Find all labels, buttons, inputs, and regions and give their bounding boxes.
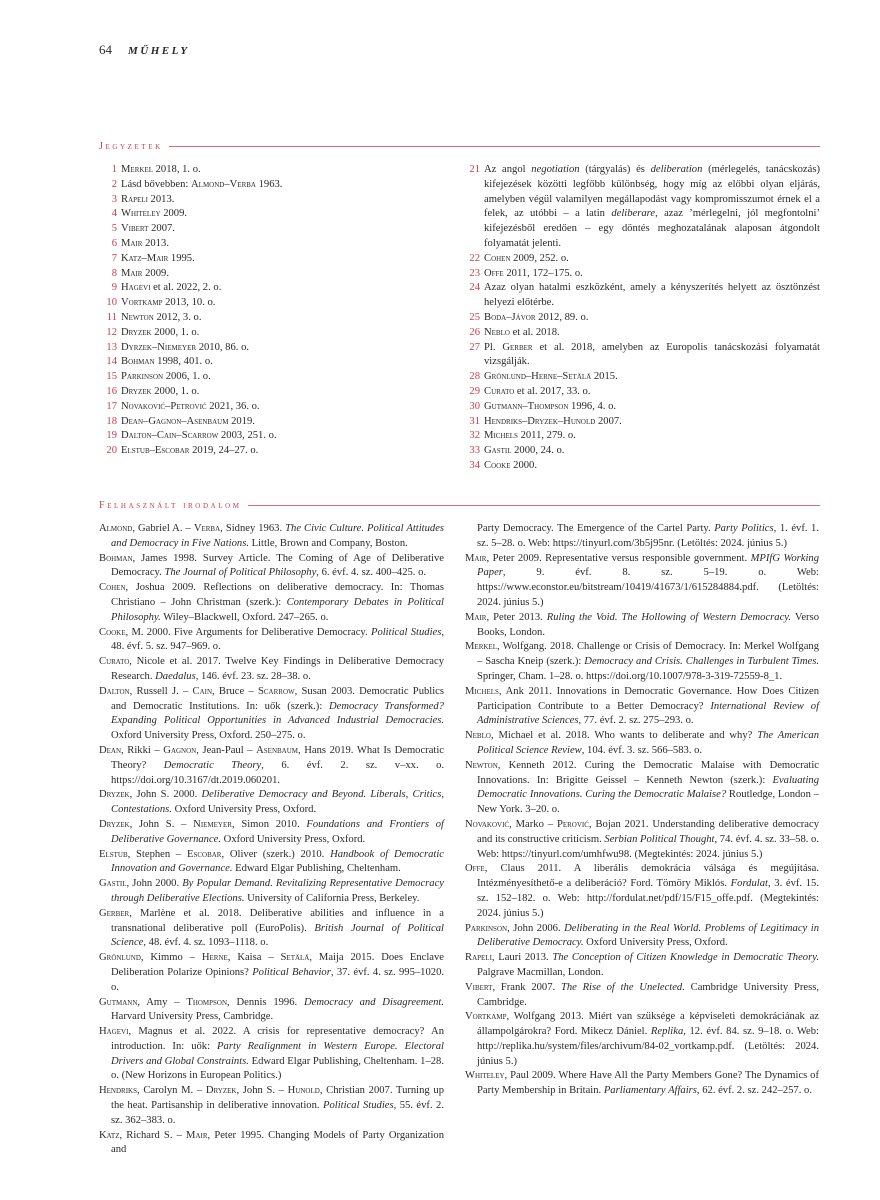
note-text: Dryzek 2000, 1. o.: [121, 385, 200, 397]
running-head: [99, 42, 190, 58]
note-item: [99, 193, 449, 208]
note-item: [99, 222, 449, 237]
note-text: Hendriks–Dryzek–Hunold 2007.: [484, 415, 622, 427]
note-item: [99, 178, 449, 193]
references-heading: [99, 500, 820, 511]
reference-entry: Curato, Nicole et al. 2017. Twelve Key Findings in Deliberative Democracy Research. Daedalus, 146. évf. 23. sz. 28–38. o.: [99, 656, 444, 682]
note-item: [462, 267, 820, 282]
note-item: [99, 400, 449, 415]
note-item: [99, 296, 449, 311]
note-number: 19: [106, 430, 117, 442]
note-text: Rapeli 2013.: [121, 193, 175, 205]
note-number: 1: [111, 164, 117, 175]
note-number: 12: [106, 326, 117, 338]
note-item: [99, 444, 449, 459]
note-item: [462, 459, 820, 474]
note-item: [462, 163, 820, 252]
reference-entry: Katz, Richard S. – Mair, Peter 1995. Changing Models of Party Organization and: [99, 1129, 444, 1156]
reference-entry: Newton, Kenneth 2012. Curing the Democratic Malaise with Democratic Innovations. In: Brigitte Geissel – Kenneth Newton (szerk.): Evaluating Democratic Innovations. Curing the Democratic Malaise? Routledge, London – New York. 3–20. o.: [465, 759, 819, 816]
reference-entry: Michels, Ank 2011. Innovations in Democratic Governance. How Does Citizen Participation Contribute to a Better Democracy? International Review of Administrative Sciences, 77. évf. 2. sz. 275–293. o.: [465, 685, 820, 727]
note-number: 14: [106, 356, 117, 368]
reference-entry: Novaković, Marko – Perović, Bojan 2021. Understanding deliberative democracy and its constructive criticism. Serbian Political Thought, 74. évf. 4. sz. 33–58. o. Web: https://tinyurl.com/umhfwu98. (Megtekintés: 2024. június 5.): [465, 818, 820, 860]
note-number: 4: [111, 208, 117, 220]
note-item: [99, 429, 449, 444]
note-number: 23: [469, 267, 480, 279]
note-text: Azaz olyan hatalmi eszközként, amely a kényszerítés helyett az ösztönzést helyezi előtérbe.: [484, 282, 820, 309]
note-item: [99, 415, 449, 430]
note-text: Newton 2012, 3. o.: [121, 311, 202, 323]
note-text: Pl. Gerber et al. 2018, amelyben az Europolis tanácskozási folyamatát vizsgálják.: [484, 341, 820, 368]
note-number: 31: [469, 415, 480, 427]
reference-entry: Elstub, Stephen – Escobar, Oliver (szerk.) 2010. Handbook of Democratic Innovation and Governance. Edward Elgar Publishing, Cheltenham.: [99, 848, 444, 875]
references-title: Felhasznált irodalom: [99, 500, 242, 511]
note-item: [462, 415, 820, 430]
note-text: Hagevi et al. 2022, 2. o.: [121, 282, 222, 294]
notes-rule: [169, 146, 820, 147]
note-item: [462, 326, 820, 341]
reference-entry: Dryzek, John S. – Niemeyer, Simon 2010. Foundations and Frontiers of Deliberative Governance. Oxford University Press, Oxford.: [99, 818, 445, 845]
notes-title: Jegyzetek: [99, 141, 163, 152]
reference-entry: Neblo, Michael et al. 2018. Who wants to deliberate and why? The American Political Science Review, 104. évf. 3. sz. 566–583. o.: [465, 730, 819, 756]
note-item: [462, 341, 820, 371]
note-item: [462, 385, 820, 400]
note-text: Vortkamp 2013, 10. o.: [121, 297, 216, 309]
note-text: Michels 2011, 279. o.: [484, 430, 576, 442]
note-item: [99, 207, 449, 222]
note-item: [99, 252, 449, 267]
note-item: [99, 341, 449, 356]
notes-heading: [99, 141, 820, 152]
note-item: [462, 252, 820, 267]
note-number: 20: [106, 445, 117, 457]
note-number: 33: [469, 445, 480, 457]
reference-entry-continuation: Party Democracy. The Emergence of the Cartel Party. Party Politics, 1. évf. 1. sz. 5–28. o. Web: https://tinyurl.com/3b5j95nr. (Letöltés: 2024. június 5.): [477, 523, 819, 549]
reference-entry: Merkel, Wolfgang. 2018. Challenge or Crisis of Democracy. In: Merkel Wolfgang – Sascha Kneip (szerk.): Democracy and Crisis. Challenges in Turbulent Times. Springer, Cham. 1–28. o. https://doi.org/10.1007/978-3-319-72559-8_1.: [465, 641, 819, 682]
reference-entry: Hendriks, Carolyn M. – Dryzek, John S. – Hunold, Christian 2007. Turning up the heat. Partisanship in deliberative innovation. Political Studies, 55. évf. 2. sz. 362–383. o.: [99, 1085, 445, 1126]
reference-entry: Mair, Peter 2009. Representative versus responsible government. MPIfG Working Paper, 9. évf. 8. sz. 5–19. o. Web: https://www.econstor.eu/bitstream/10419/41673/1/615284884.pdf. (Letöltés: 2024. június 5.): [465, 552, 819, 608]
note-number: 27: [469, 341, 480, 353]
note-item: [462, 429, 820, 444]
reference-entry: Gerber, Marlène et al. 2018. Deliberative abilities and influence in a transnational deliberative poll (EuroPolis). British Journal of Political Science, 48. évf. 4. sz. 1093–1118. o.: [99, 907, 444, 949]
note-number: 2: [111, 178, 117, 190]
note-item: [462, 400, 820, 415]
note-text: Dean–Gagnon–Asenbaum 2019.: [121, 415, 255, 427]
note-item: [99, 355, 449, 370]
note-text: Bohman 1998, 401. o.: [121, 356, 213, 368]
note-text: Parkinson 2006, 1. o.: [121, 371, 211, 383]
note-number: 32: [469, 430, 480, 442]
note-text: Grönlund–Herne–Setälä 2015.: [484, 371, 618, 383]
note-item: [99, 370, 449, 385]
references-right-column: [465, 522, 819, 1099]
references-rule: [248, 505, 820, 506]
reference-entry: Dalton, Russell J. – Cain, Bruce – Scarrow, Susan 2003. Democratic Publics and Democratic Institutions. In: uők (szerk.): Democracy Transformed? Expanding Political Opportunities in Advanced Industrial Democracies. Oxford University Press, Oxford. 250–275. o.: [99, 685, 445, 742]
reference-entry: Almond, Gabriel A. – Verba, Sidney 1963. The Civic Culture. Political Attitudes and Democracy in Five Nations. Little, Brown and Company, Boston.: [99, 523, 445, 549]
note-number: 28: [469, 371, 480, 383]
section-name: MŰHELY: [128, 45, 190, 57]
note-text: Merkel 2018, 1. o.: [121, 164, 201, 175]
note-number: 6: [111, 237, 117, 249]
note-item: [462, 370, 820, 385]
reference-entry: Whiteley, Paul 2009. Where Have All the Party Members Gone? The Dynamics of Party Membership in Britain. Parliamentary Affairs, 62. évf. 2. sz. 242–257. o.: [465, 1070, 819, 1097]
reference-entry: Offe, Claus 2011. A liberális demokrácia válsága és megújítása. Intézményesíthető-e a deliberáció? Ford. Tömöry Miklós. Fordulat, 3. évf. 15. sz. 152–182. o. Web: http://fordulat.net/pdf/15/F15_offe.pdf. (Megtekintés: 2024. június 5.): [465, 863, 819, 919]
note-text: Vibert 2007.: [121, 223, 175, 235]
note-item: [99, 237, 449, 252]
note-number: 11: [106, 311, 117, 323]
note-item: [99, 267, 449, 282]
note-number: 18: [106, 415, 117, 427]
note-text: Dalton–Cain–Scarrow 2003, 251. o.: [121, 430, 277, 442]
note-number: 22: [469, 252, 480, 264]
references-left-column: [99, 522, 444, 1158]
note-number: 30: [469, 400, 480, 412]
note-item: [462, 311, 820, 326]
reference-entry: Dean, Rikki – Gagnon, Jean-Paul – Asenbaum, Hans 2019. What Is Democratic Theory? Democratic Theory, 6. évf. 2. sz. v–xx. o. https://doi.org/10.3167/dt.2019.060201.: [99, 744, 445, 786]
note-number: 8: [111, 267, 117, 279]
reference-entry: Gutmann, Amy – Thompson, Dennis 1996. Democracy and Disagreement. Harvard University Press, Cambridge.: [99, 996, 444, 1023]
note-number: 21: [469, 164, 480, 175]
note-text: Dryzek 2000, 1. o.: [121, 326, 200, 338]
note-number: 17: [106, 400, 117, 412]
note-number: 9: [111, 282, 117, 294]
note-number: 24: [469, 282, 480, 294]
note-text: Whiteley 2009.: [121, 208, 188, 220]
note-text: Neblo et al. 2018.: [484, 326, 560, 338]
note-number: 16: [106, 385, 117, 397]
note-number: 5: [111, 223, 117, 235]
note-number: 25: [469, 311, 480, 323]
note-text: Offe 2011, 172–175. o.: [484, 267, 583, 279]
reference-entry: Dryzek, John S. 2000. Deliberative Democracy and Beyond. Liberals, Critics, Contestations. Oxford University Press, Oxford.: [99, 789, 444, 816]
note-text: Mair 2009.: [121, 267, 169, 279]
reference-entry: Grönlund, Kimmo – Herne, Kaisa – Setälä, Maija 2015. Does Enclave Deliberation Polarize Opinions? Political Behavior, 37. évf. 4. sz. 995–1020. o.: [99, 952, 445, 993]
note-text: Elstub–Escobar 2019, 24–27. o.: [121, 445, 259, 457]
note-number: 26: [469, 326, 480, 338]
note-item: [99, 163, 449, 178]
reference-entry: Cooke, M. 2000. Five Arguments for Deliberative Democracy. Political Studies, 48. évf. 5. sz. 947–969. o.: [99, 626, 444, 653]
note-text: Dyrzek–Niemeyer 2010, 86. o.: [121, 341, 250, 353]
reference-entry: Gastil, John 2000. By Popular Demand. Revitalizing Representative Democracy through Deliberative Elections. University of California Press, Berkeley.: [99, 878, 444, 904]
reference-entry: Hagevi, Magnus et al. 2022. A crisis for representative democracy? An introduction. In: uők: Party Realignment in Western Europe. Electoral Drivers and Global Constraints. Edward Elgar Publishing, Cheltenham. 1–28. o. (New Horizons in European Politics.): [99, 1026, 445, 1082]
note-number: 34: [469, 459, 480, 471]
note-text: Gastil 2000, 24. o.: [484, 445, 565, 457]
reference-entry: Mair, Peter 2013. Ruling the Void. The Hollowing of Western Democracy. Verso Books, London.: [465, 611, 819, 638]
note-text: Az angol negotiation (tárgyalás) és deliberation (mérlegelés, tanácskozás) kifejezések közötti legfőbb különbség, hogy míg az előbbi olyan eljárás, amelyben végül valamilyen megállapodást vagy kompromisszumot érnek el a felek, az utóbbi – a latin deliberare, azaz ’mérlegelni, jól megfontolni’ kifejezésből eredően – egy döntés meghozatalának alaposan átgondolt folyamatát jelenti.: [484, 164, 820, 249]
note-text: Cooke 2000.: [484, 459, 537, 471]
note-text: Gutmann–Thompson 1996, 4. o.: [484, 400, 617, 412]
note-number: 15: [106, 371, 117, 383]
note-text: Curato et al. 2017, 33. o.: [484, 385, 591, 397]
reference-entry: Cohen, Joshua 2009. Reflections on deliberative democracy. In: Thomas Christiano – John Christman (szerk.): Contemporary Debates in Political Philosophy. Wiley–Blackwell, Oxford. 247–265. o.: [99, 582, 444, 623]
note-number: 7: [111, 252, 117, 264]
reference-entry: Bohman, James 1998. Survey Article. The Coming of Age of Deliberative Democracy. The Journal of Political Philosophy, 6. évf. 4. sz. 400–425. o.: [99, 552, 444, 579]
note-item: [462, 444, 820, 459]
reference-entry: Vortkamp, Wolfgang 2013. Miért van szüksége a képviseleti demokráciának az állampolgárokra? Ford. Mikecz Dániel. Replika, 12. évf. 84. sz. 9–18. o. Web: http://replika.hu/system/files/archivum/84-02_vortkamp.pdf. (Letöltés: 2024. június 5.): [465, 1011, 819, 1067]
reference-entry: Rapeli, Lauri 2013. The Conception of Citizen Knowledge in Democratic Theory. Palgrave Macmillan, London.: [465, 952, 819, 978]
note-text: Mair 2013.: [121, 237, 169, 249]
note-item: [99, 311, 449, 326]
note-text: Katz–Mair 1995.: [121, 252, 195, 264]
note-text: Boda–Jávor 2012, 89. o.: [484, 311, 589, 323]
note-text: Lásd bővebben: Almond–Verba 1963.: [121, 178, 283, 190]
note-item: [99, 281, 449, 296]
note-number: 3: [111, 193, 117, 205]
note-item: [99, 385, 449, 400]
note-item: [462, 281, 820, 311]
note-text: Cohen 2009, 252. o.: [484, 252, 569, 264]
note-number: 10: [106, 297, 117, 309]
page-number: 64: [99, 42, 112, 57]
note-item: [99, 326, 449, 341]
note-number: 29: [469, 385, 480, 397]
notes-left-column: [99, 163, 449, 459]
note-text: Novaković–Petrović 2021, 36. o.: [121, 400, 260, 412]
notes-right-column: [462, 163, 820, 474]
reference-entry: Vibert, Frank 2007. The Rise of the Unelected. Cambridge University Press, Cambridge.: [465, 981, 819, 1008]
reference-entry: Parkinson, John 2006. Deliberating in the Real World. Problems of Legitimacy in Deliberative Democracy. Oxford University Press, Oxford.: [465, 922, 819, 949]
note-number: 13: [106, 341, 117, 353]
